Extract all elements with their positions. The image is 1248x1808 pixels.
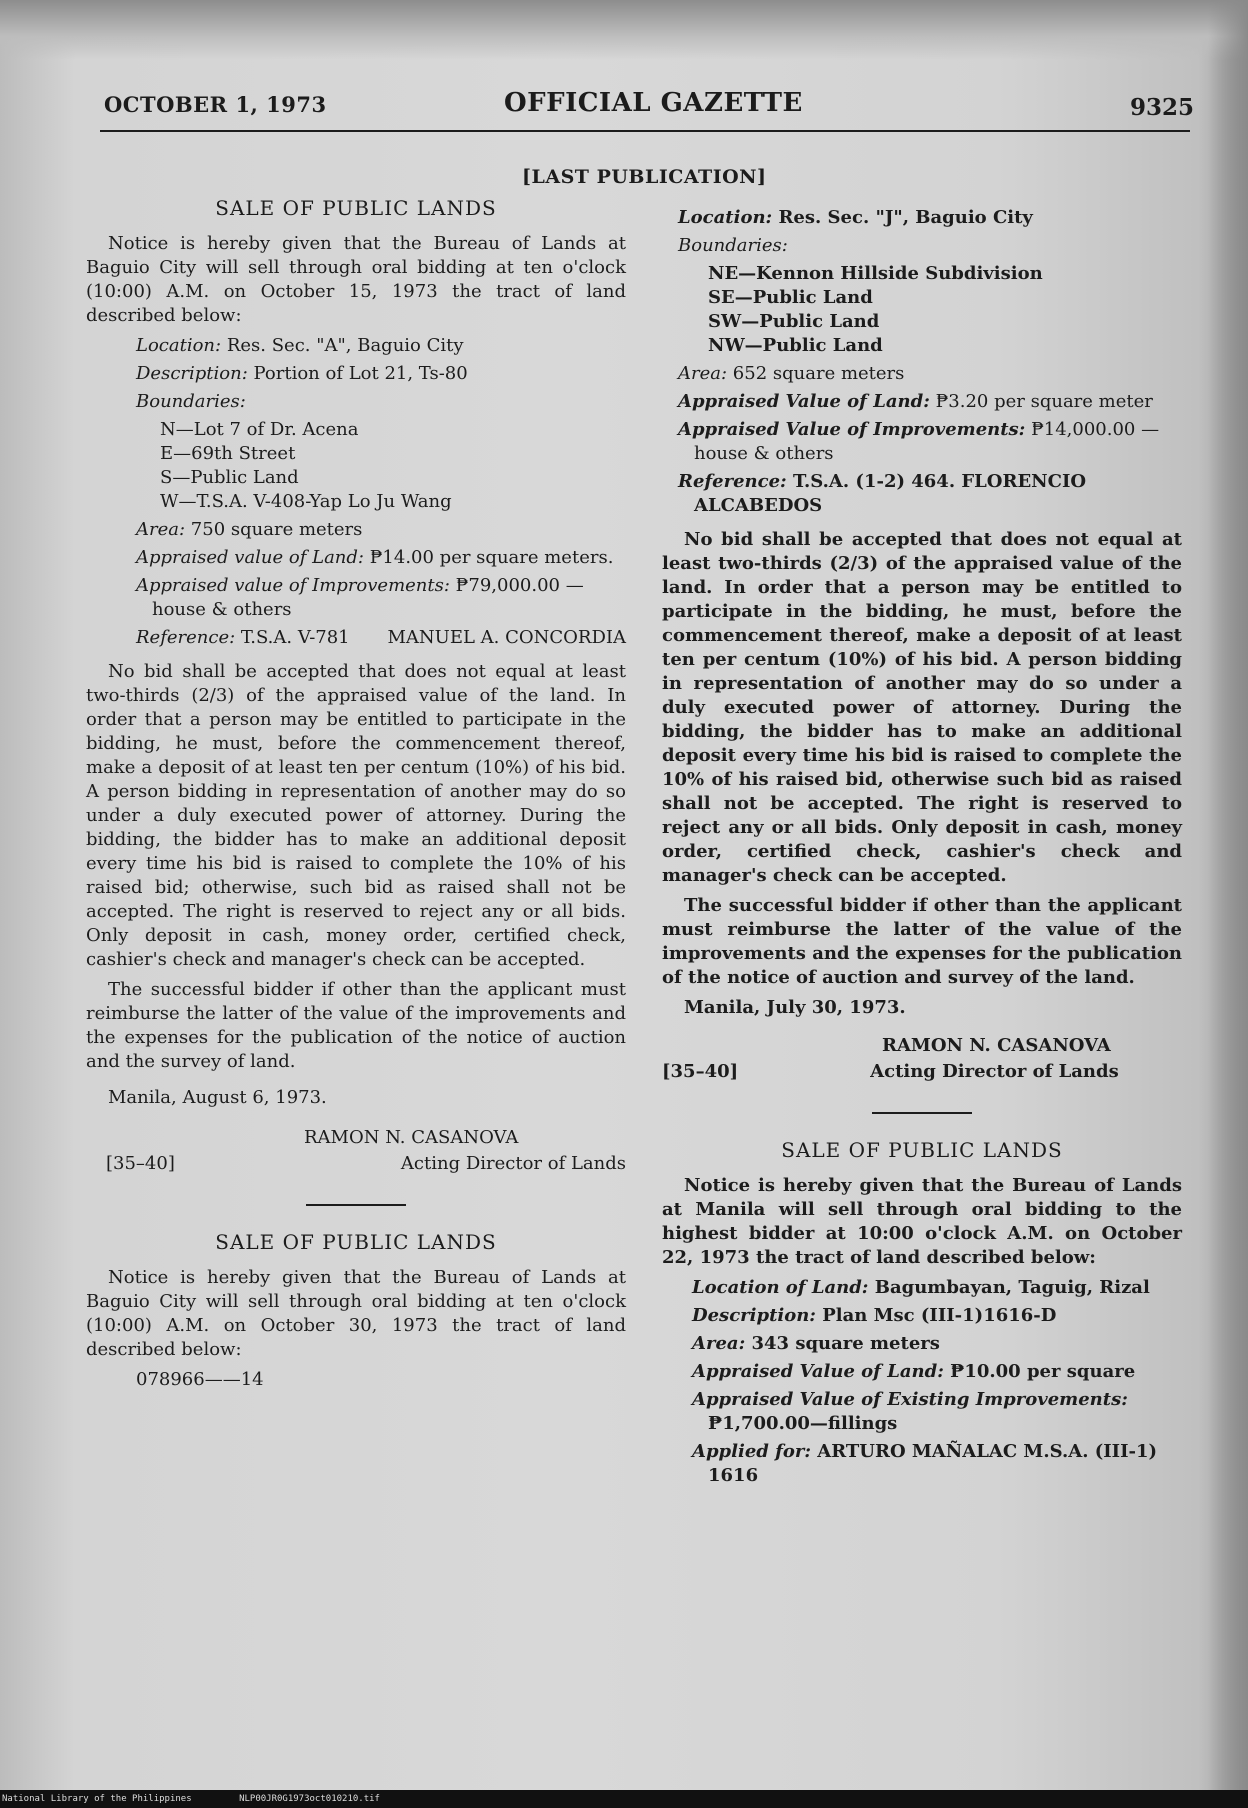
notice1-land-value-amount: ₱14.00 per square meters. xyxy=(369,547,614,568)
notice4-area-label: Area: xyxy=(692,1333,746,1354)
notice2-reference-value: T.S.A. (1-2) 464. xyxy=(792,471,956,492)
notice4-land-value-label: Appraised Value of Land: xyxy=(692,1361,944,1382)
notice4-applied-value: ARTURO MAÑALAC M.S.A. (III-1) 1616 xyxy=(708,1441,1158,1486)
notice2-land-value-amount: ₱3.20 per square meter xyxy=(935,391,1153,412)
notice1-heading: SALE OF PUBLIC LANDS xyxy=(215,196,497,220)
separator xyxy=(872,1112,972,1114)
notice2-boundary-sw: SW—Public Land xyxy=(708,311,880,332)
notice2-signatory: RAMON N. CASANOVA xyxy=(882,1035,1111,1056)
notice2-boundary-ne: NE—Kennon Hillside Subdivision xyxy=(708,263,1043,284)
last-publication-label: [LAST PUBLICATION] xyxy=(522,166,767,188)
notice3-heading: SALE OF PUBLIC LANDS xyxy=(215,1230,497,1254)
scan-shadow-top xyxy=(0,0,1248,60)
notice1-intro: Notice is hereby given that the Bureau of Lands at Baguio City will sell through oral bidding at ten o'clock (10:00) A.M. on October 15, 1973 the tract of land described below: xyxy=(86,233,626,326)
header-date: OCTOBER 1, 1973 xyxy=(104,92,327,117)
notice2-land-value-label: Appraised Value of Land: xyxy=(678,391,930,412)
notice1-reference-name: MANUEL A. CONCORDIA xyxy=(387,627,626,648)
notice4-description-label: Description: xyxy=(692,1305,816,1326)
notice2-reference-name: FLORENCIO ALCABEDOS xyxy=(694,471,1087,516)
notice1-signatory-title: Acting Director of Lands xyxy=(400,1153,626,1174)
notice1-signatory: RAMON N. CASANOVA xyxy=(304,1127,519,1148)
scan-shadow-right xyxy=(1208,0,1248,1790)
notice1-signature-row xyxy=(106,1152,626,1176)
notice2-boundary-se: SE—Public Land xyxy=(708,287,873,308)
notice1-improvements xyxy=(136,574,626,622)
page-number: 9325 xyxy=(1129,94,1194,121)
page-header xyxy=(104,88,1194,128)
notice1-area xyxy=(136,518,626,542)
notice2-signatory-title: Acting Director of Lands xyxy=(870,1061,1119,1082)
header-rule xyxy=(100,130,1190,132)
notice4-description xyxy=(692,1304,1182,1328)
notice1-area-label: Area: xyxy=(136,519,186,540)
notice2-improvements-amount: ₱14,000.00 —house & others xyxy=(694,419,1160,464)
notice1-reference-value: T.S.A. V-781 xyxy=(240,627,350,648)
notice1-boundaries-label-text: Boundaries: xyxy=(136,391,246,412)
notice2-boundaries-label xyxy=(678,234,1182,258)
notice1-boundary-s: S—Public Land xyxy=(160,467,299,488)
footer-file: NLP00JR0G1973oct010210.tif xyxy=(239,1794,380,1804)
notice1-dateline: Manila, August 6, 1973. xyxy=(108,1087,327,1108)
notice2-land-value xyxy=(678,390,1182,414)
notice2-location-label: Location: xyxy=(678,207,773,228)
notice2-dateline: Manila, July 30, 1973. xyxy=(684,997,906,1018)
notice1-location-value: Res. Sec. "A", Baguio City xyxy=(226,335,464,356)
notice2-improvements-label: Appraised Value of Improvements: xyxy=(678,419,1026,440)
notice4-location-label: Location of Land: xyxy=(692,1277,869,1298)
header-title: OFFICIAL GAZETTE xyxy=(504,88,803,118)
notice4-location-value: Bagumbayan, Taguig, Rizal xyxy=(874,1277,1150,1298)
notice2-boundaries-label-text: Boundaries: xyxy=(678,235,788,256)
notice2-location-value: Res. Sec. "J", Baguio City xyxy=(778,207,1033,228)
notice1-reimburse: The successful bidder if other than the applicant must reimburse the latter of the value of the improvements and the expenses for the publication of the notice of auction and the survey of land. xyxy=(86,979,626,1072)
notice1-boundary-e: E—69th Street xyxy=(160,443,296,464)
notice1-location-label: Location: xyxy=(136,335,222,356)
right-column xyxy=(662,206,1182,1492)
notice1-description-label: Description: xyxy=(136,363,248,384)
notice1-improvements-amount: ₱79,000.00 —house & others xyxy=(152,575,584,620)
notice2-terms: No bid shall be accepted that does not equal at least two-thirds (2/3) of the appraised value of the land. In order that a person may be entitled to participate in the bidding, he must, before the commencement thereof, make a deposit of at least ten per centum (10%) of his bid. A person bidding in representation of another may do so under a duly executed power of attorney. During the bidding, the bidder has to make an additional deposit every time his bid is raised to complete the 10% of his raised bid, otherwise such bid as raised shall not be accepted. The right is reserved to reject any or all bids. Only deposit in cash, money order, certified check, cashier's check and manager's check can be accepted. xyxy=(662,529,1182,886)
notice1-reference xyxy=(136,626,626,650)
notice1-land-value xyxy=(136,546,626,570)
notice2-reference-label: Reference: xyxy=(678,471,787,492)
notice1-description xyxy=(136,362,626,386)
notice3-number: 078966——14 xyxy=(136,1369,264,1390)
notice2-reimburse: The successful bidder if other than the applicant must reimburse the latter of the value of the improvements and the expenses for the publication of the notice of auction and survey of the land. xyxy=(662,895,1182,988)
notice1-terms: No bid shall be accepted that does not equal at least two-thirds (2/3) of the appraised value of the land. In order that a person may be entitled to participate in the bidding, he must, before the commencement thereof, make a deposit of at least ten per centum (10%) of his bid. A person bidding in representation of another may do so under a duly executed power of attorney. During the bidding, the bidder has to make an additional deposit every time his bid is raised to complete the 10% of his raised bid; otherwise, such bid as raised shall not be accepted. The right is reserved to reject any or all bids. Only deposit in cash, money order, certified check, cashier's check and manager's check can be accepted. xyxy=(86,661,626,970)
notice1-location xyxy=(136,334,626,358)
notice2-location xyxy=(678,206,1182,230)
footer-library: National Library of the Philippines xyxy=(2,1794,192,1804)
notice2-area-label: Area: xyxy=(678,363,728,384)
notice2-area-value: 652 square meters xyxy=(732,363,905,384)
notice1-boundaries-label xyxy=(136,390,626,414)
notice2-code: [35–40] xyxy=(662,1061,739,1082)
notice1-land-value-label: Appraised value of Land: xyxy=(136,547,364,568)
notice1-area-value: 750 square meters xyxy=(190,519,363,540)
notice4-land-value xyxy=(692,1360,1182,1384)
notice4-description-value: Plan Msc (III-1)1616-D xyxy=(822,1305,1057,1326)
notice4-location xyxy=(692,1276,1182,1300)
left-column xyxy=(86,192,626,1392)
notice3-intro: Notice is hereby given that the Bureau of Lands at Baguio City will sell through oral bidding at ten o'clock (10:00) A.M. on October 30, 1973 the tract of land described below: xyxy=(86,1267,626,1360)
notice1-boundary-w: W—T.S.A. V-408-Yap Lo Ju Wang xyxy=(160,491,452,512)
notice4-heading: SALE OF PUBLIC LANDS xyxy=(781,1138,1063,1162)
separator xyxy=(306,1204,406,1206)
notice2-improvements xyxy=(678,418,1182,466)
notice4-applied-label: Applied for: xyxy=(692,1441,811,1462)
notice1-description-value: Portion of Lot 21, Ts-80 xyxy=(253,363,468,384)
scan-footer xyxy=(0,1790,1248,1808)
notice4-area-value: 343 square meters xyxy=(751,1333,940,1354)
notice1-boundary-n: N—Lot 7 of Dr. Acena xyxy=(160,419,359,440)
notice4-improvements xyxy=(692,1388,1182,1436)
notice4-intro: Notice is hereby given that the Bureau of Lands at Manila will sell through oral bidding to the highest bidder at 10:00 o'clock A.M. on October 22, 1973 the tract of land described below: xyxy=(662,1175,1182,1268)
notice1-improvements-label: Appraised value of Improvements: xyxy=(136,575,450,596)
notice4-area xyxy=(692,1332,1182,1356)
notice2-reference xyxy=(678,470,1182,518)
notice2-signature-row xyxy=(662,1060,1182,1084)
notice4-applied xyxy=(692,1440,1182,1488)
notice4-improvements-amount: ₱1,700.00—fillings xyxy=(708,1413,898,1434)
notice1-code: [35–40] xyxy=(106,1153,175,1174)
notice4-land-value-amount: ₱10.00 per square xyxy=(950,1361,1136,1382)
notice2-area xyxy=(678,362,1182,386)
notice2-boundary-nw: NW—Public Land xyxy=(708,335,883,356)
notice1-reference-label: Reference: xyxy=(136,627,236,648)
notice4-improvements-label: Appraised Value of Existing Improvements: xyxy=(692,1389,1128,1410)
